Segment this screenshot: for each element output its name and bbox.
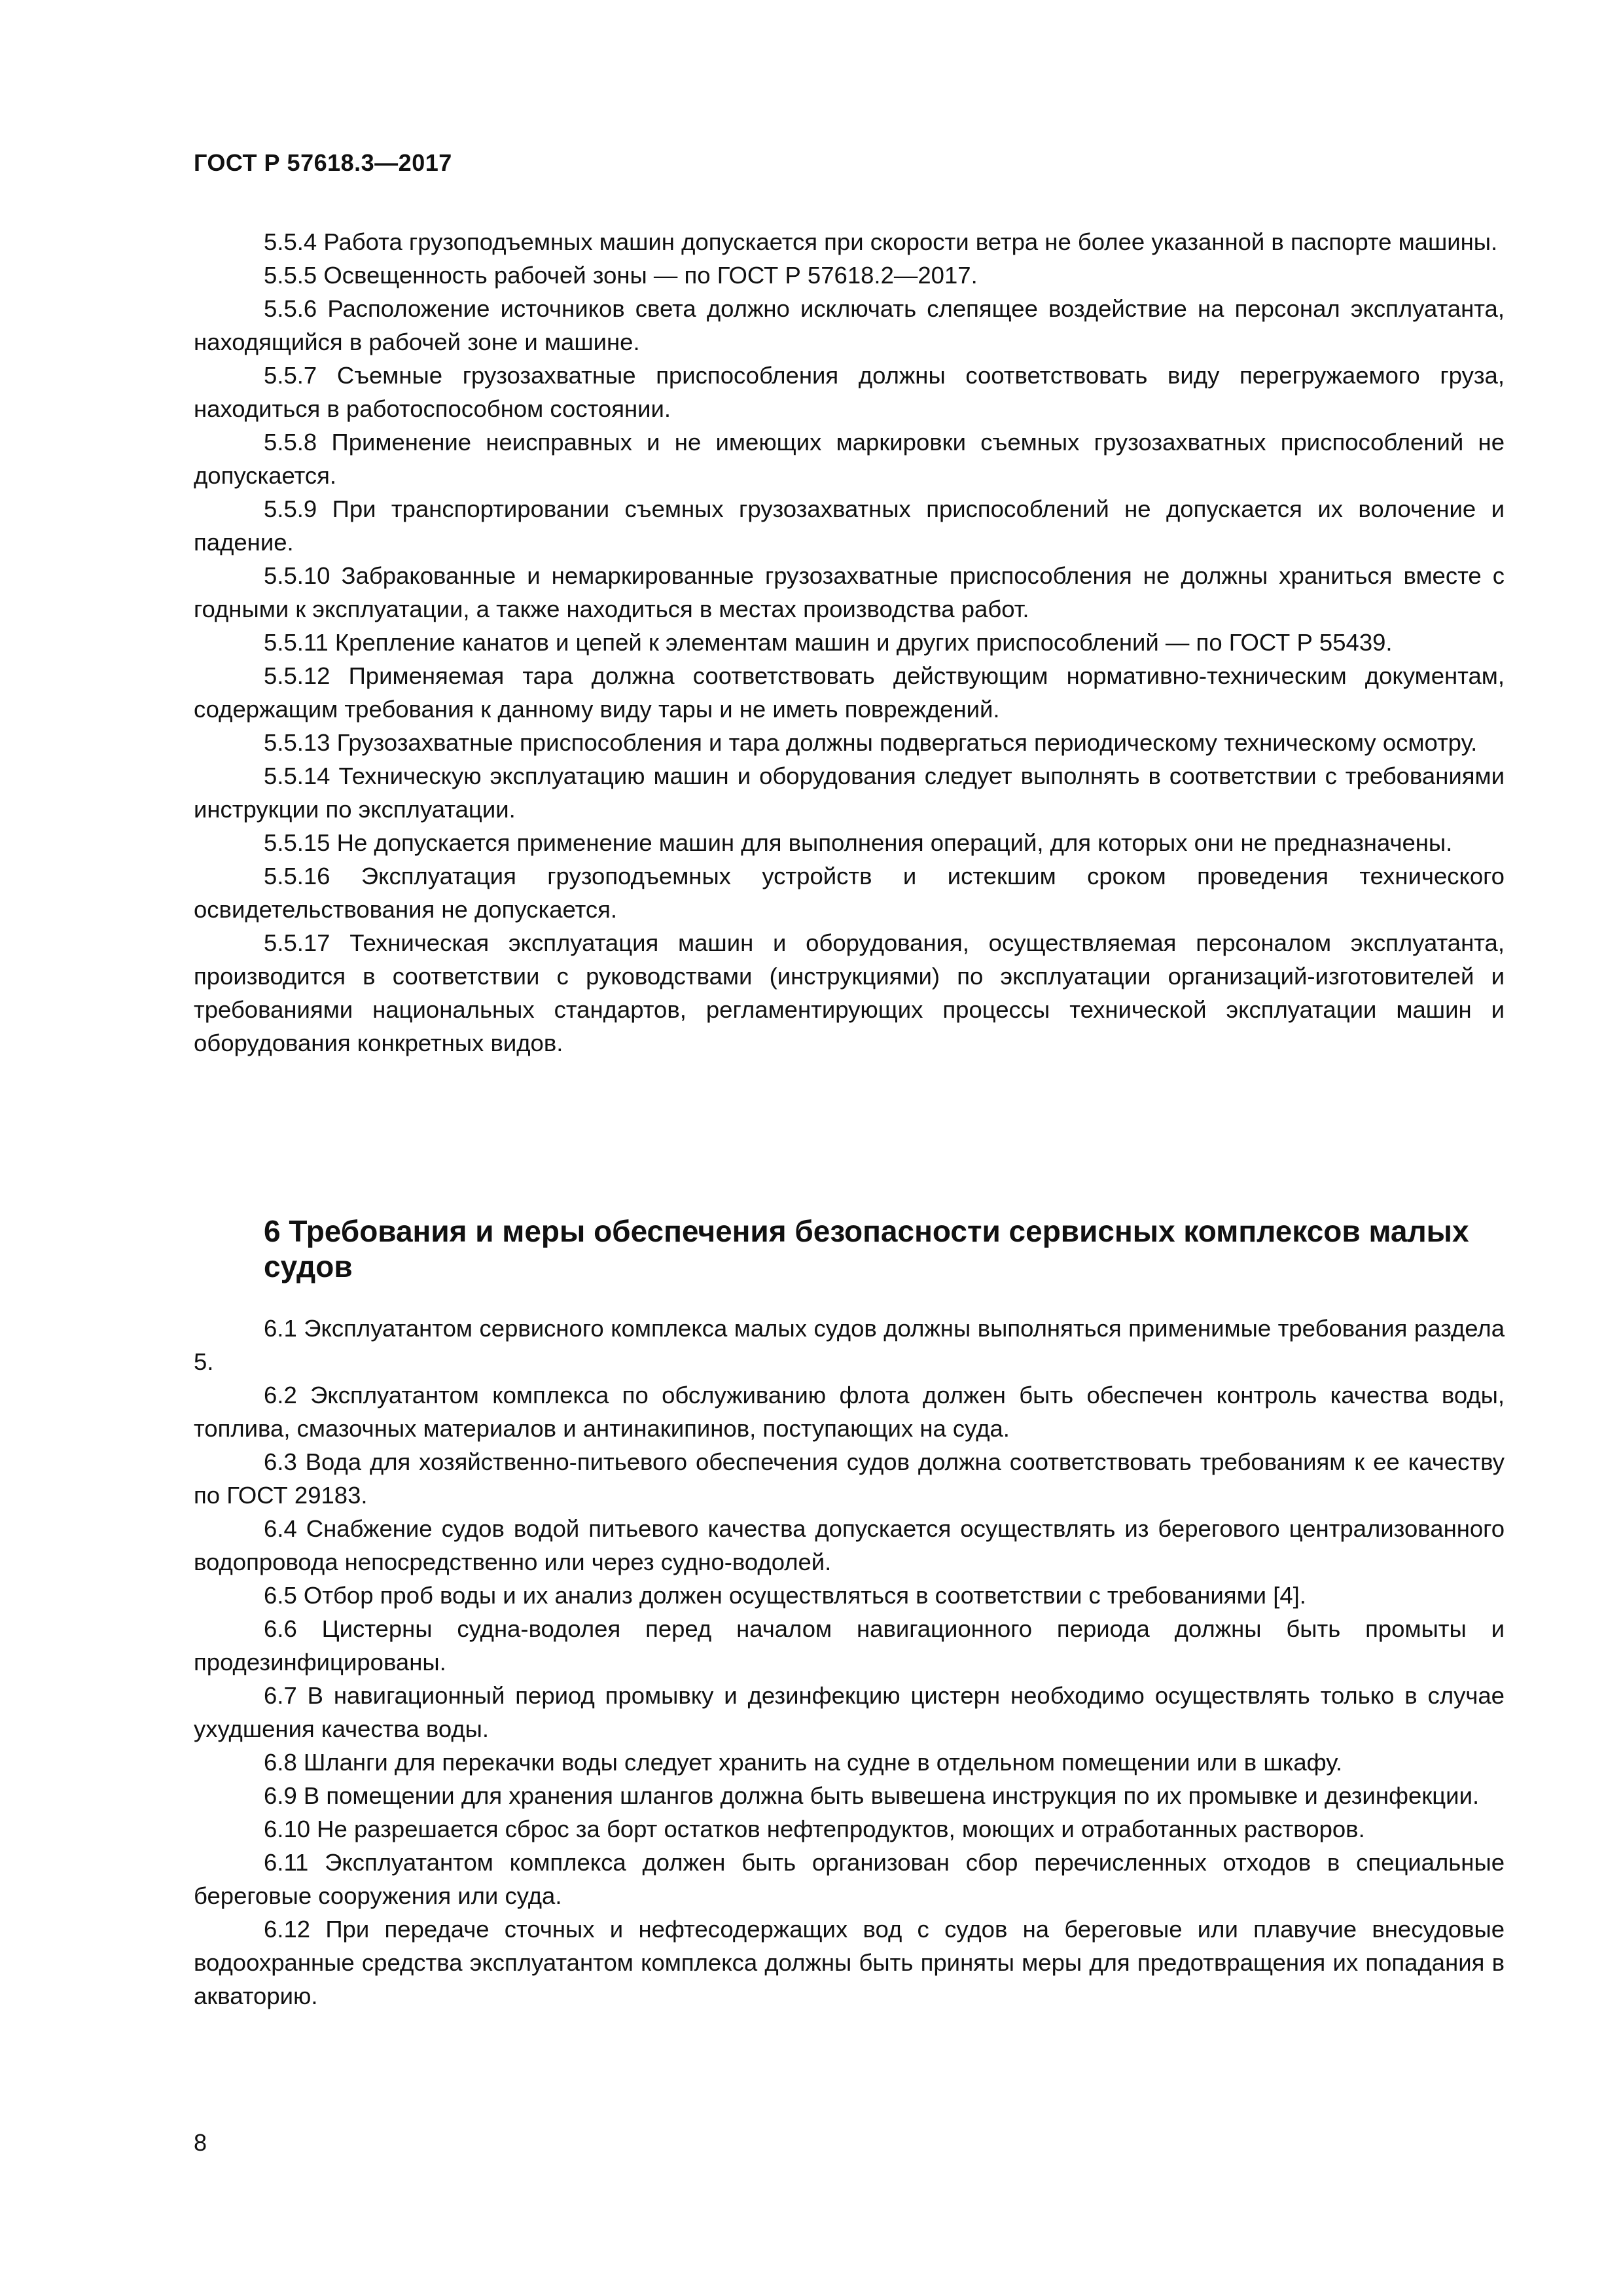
clause-6-5: 6.5 Отбор проб воды и их анализ должен осуществляться в соответствии с требованиями [4]. [264, 1582, 1306, 1609]
clause-6-1: 6.1 Эксплуатантом сервисного комплекса малых судов должны выполняться применимые требования раздела 5. [194, 1315, 1505, 1375]
section-6-body [194, 1312, 1505, 2013]
clause-6-2: 6.2 Эксплуатантом комплекса по обслуживанию флота должен быть обеспечен контроль качества воды, топлива, смазочных материалов и антинакипинов, поступающих на суда. [194, 1382, 1505, 1442]
clause-5-5-12: 5.5.12 Применяемая тара должна соответствовать действующим нормативно-техническим документам, содержащим требования к данному виду тары и не иметь повреждений. [194, 662, 1505, 723]
clause-6-7: 6.7 В навигационный период промывку и дезинфекцию цистерн необходимо осуществлять только в случае ухудшения качества воды. [194, 1682, 1505, 1742]
standard-code-header: ГОСТ Р 57618.3—2017 [194, 149, 452, 176]
clause-6-4: 6.4 Снабжение судов водой питьевого качества допускается осуществлять из берегового централизованного водопровода непосредственно или через судно-водолей. [194, 1515, 1505, 1575]
clause-5-5-8: 5.5.8 Применение неисправных и не имеющих маркировки съемных грузозахватных приспособлений не допускается. [194, 429, 1505, 489]
clause-6-12: 6.12 При передаче сточных и нефтесодержащих вод с судов на береговые или плавучие внесудовые водоохранные средства эксплуатантом комплекса должны быть приняты меры для предотвращения их попадания в акваторию. [194, 1916, 1505, 2009]
clause-5-5-5: 5.5.5 Освещенность рабочей зоны — по ГОСТ Р 57618.2—2017. [264, 262, 978, 289]
clause-5-5-13: 5.5.13 Грузозахватные приспособления и тара должны подвергаться периодическому техническому осмотру. [264, 729, 1478, 756]
clause-6-8: 6.8 Шланги для перекачки воды следует хранить на судне в отдельном помещении или в шкафу. [264, 1749, 1343, 1776]
clause-6-3: 6.3 Вода для хозяйственно-питьевого обеспечения судов должна соответствовать требованиям к ее качеству по ГОСТ 29183. [194, 1448, 1505, 1509]
page-number: 8 [194, 2129, 207, 2156]
section-5-body [194, 225, 1505, 1060]
clause-5-5-16: 5.5.16 Эксплуатация грузоподъемных устройств и истекшим сроком проведения технического освидетельствования не допускается. [194, 863, 1505, 923]
clause-5-5-6: 5.5.6 Расположение источников света должно исключать слепящее воздействие на персонал эксплуатанта, находящийся в рабочей зоне и машине. [194, 295, 1505, 355]
clause-5-5-4: 5.5.4 Работа грузоподъемных машин допускается при скорости ветра не более указанной в паспорте машины. [264, 228, 1498, 255]
section-6-title: 6 Требования и меры обеспечения безопасности сервисных комплексов малых судов [264, 1214, 1469, 1283]
clause-5-5-7: 5.5.7 Съемные грузозахватные приспособления должны соответствовать виду перегружаемого груза, находиться в работоспособном состоянии. [194, 362, 1505, 422]
clause-5-5-14: 5.5.14 Техническую эксплуатацию машин и оборудования следует выполнять в соответствии с требованиями инструкции по эксплуатации. [194, 762, 1505, 823]
clause-6-6: 6.6 Цистерны судна-водолея перед началом навигационного периода должны быть промыты и продезинфицированы. [194, 1615, 1505, 1676]
clause-5-5-15: 5.5.15 Не допускается применение машин для выполнения операций, для которых они не предназначены. [264, 829, 1453, 856]
clause-5-5-10: 5.5.10 Забракованные и немаркированные грузозахватные приспособления не должны храниться вместе с годными к эксплуатации, а также находиться в местах производства работ. [194, 562, 1505, 622]
clause-6-11: 6.11 Эксплуатантом комплекса должен быть организован сбор перечисленных отходов в специальные береговые сооружения или суда. [194, 1849, 1505, 1909]
clause-6-9: 6.9 В помещении для хранения шлангов должна быть вывешена инструкция по их промывке и дезинфекции. [264, 1782, 1480, 1809]
clause-6-10: 6.10 Не разрешается сброс за борт остатков нефтепродуктов, моющих и отработанных растворов. [264, 1816, 1365, 1842]
clause-5-5-17: 5.5.17 Техническая эксплуатация машин и оборудования, осуществляемая персоналом эксплуатанта, производится в соответствии с руководствами (инструкциями) по эксплуатации организаций-изготовителей и требованиями национальных стандартов, регламентирующих процессы технической эксплуатации машин и оборудования конкретных видов. [194, 929, 1505, 1056]
clause-5-5-11: 5.5.11 Крепление канатов и цепей к элементам машин и других приспособлений — по ГОСТ Р 55439. [264, 629, 1393, 656]
clause-5-5-9: 5.5.9 При транспортировании съемных грузозахватных приспособлений не допускается их волочение и падение. [194, 495, 1505, 556]
